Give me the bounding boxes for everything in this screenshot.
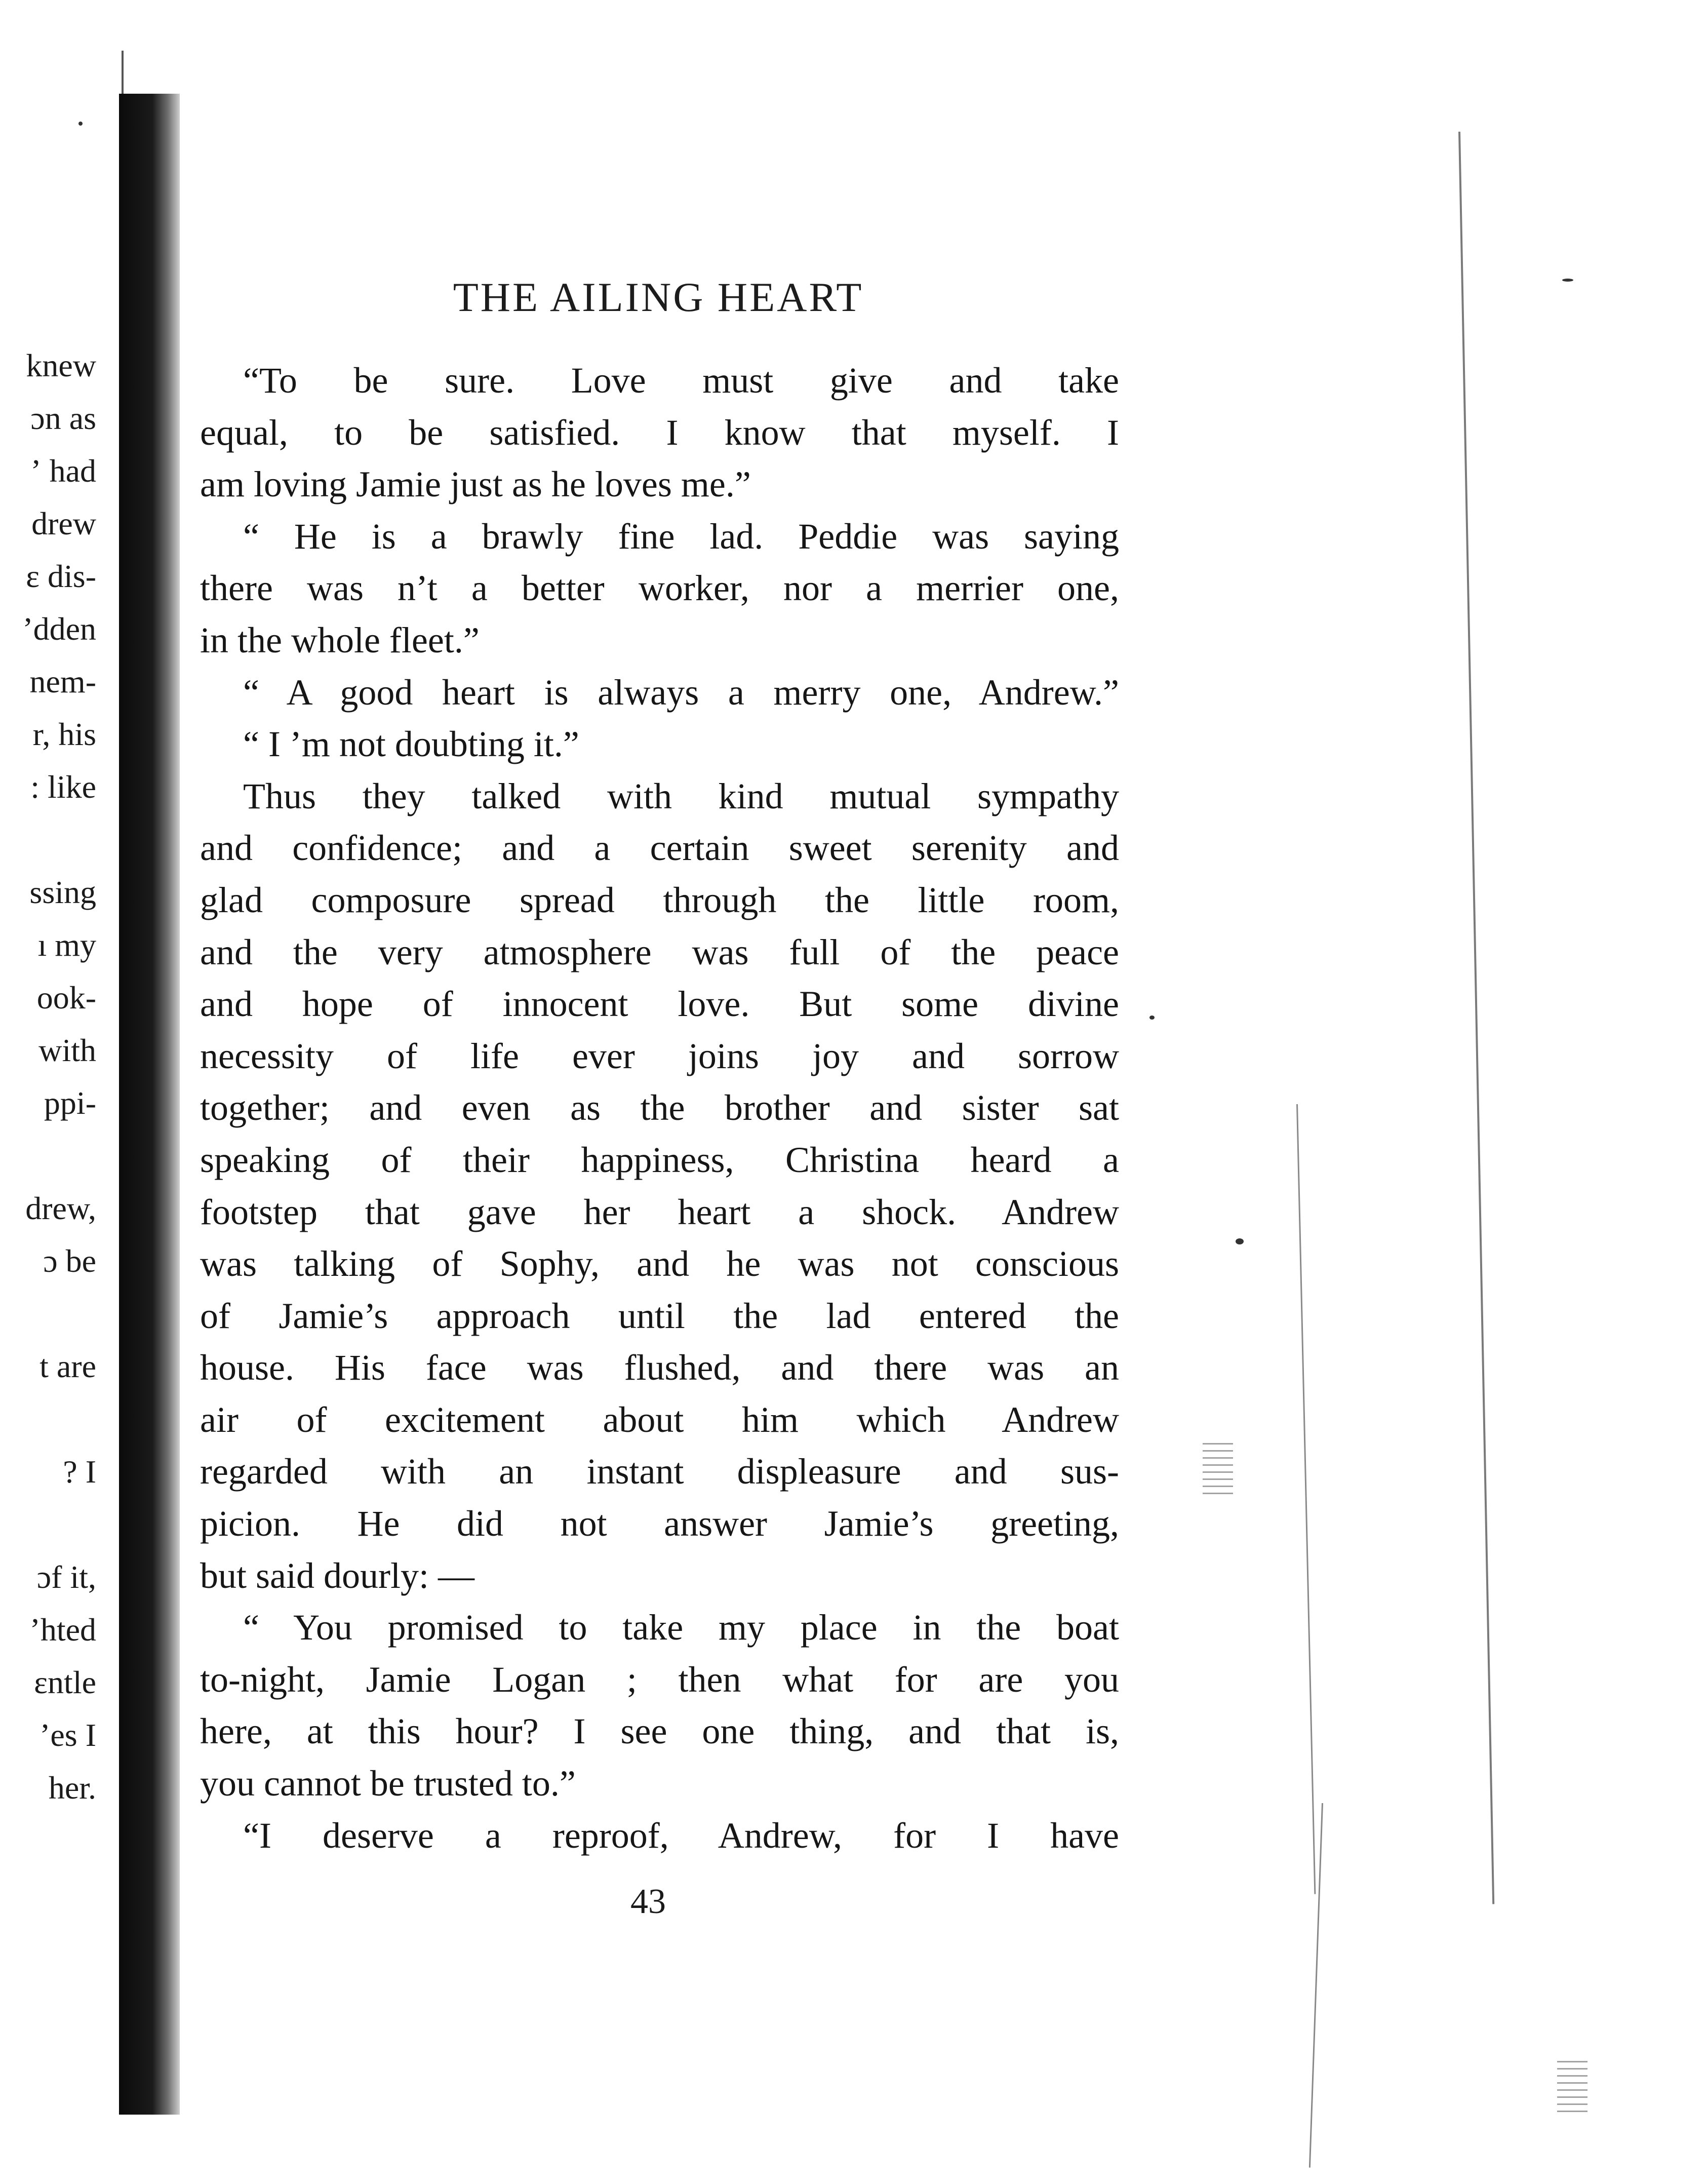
text-line: but said dourly: —	[200, 1555, 474, 1596]
book-spine-shadow	[119, 94, 180, 2115]
facing-page-fragment: ɛ dis-	[26, 558, 96, 594]
facing-page-fragment	[0, 1498, 96, 1551]
facing-page-fragment: ʼes I	[39, 1717, 96, 1753]
text-line: glad composure spread through the little room,	[200, 879, 1119, 920]
page-body-text	[200, 355, 1119, 1861]
text-line: and confidence; and a certain sweet serenity and	[200, 828, 1119, 869]
text-line: “To be sure. Love must give and take	[243, 360, 1119, 401]
scan-smudge	[1203, 1438, 1233, 1494]
text-line: equal, to be satisfied. I know that myself. I	[200, 412, 1119, 453]
gutter-edge-mark	[122, 51, 124, 96]
facing-page-fragment: with	[38, 1032, 96, 1068]
text-line: regarded with an instant displeasure and sus-	[200, 1451, 1119, 1492]
text-line: Thus they talked with kind mutual sympathy	[243, 775, 1119, 816]
scan-edge-line	[1458, 132, 1494, 1904]
facing-page-fragment: her.	[48, 1770, 96, 1806]
scan-edge-line	[1309, 1803, 1323, 2168]
facing-page-fragment: drew	[31, 505, 96, 541]
facing-page-fragment: drew,	[25, 1190, 96, 1226]
text-line: and the very atmosphere was full of the peace	[200, 931, 1119, 972]
scan-edge-line	[1296, 1104, 1316, 1894]
facing-page-fragment: : like	[30, 769, 96, 805]
text-line: speaking of their happiness, Christina heard a	[200, 1139, 1119, 1180]
scan-smudge	[1557, 2056, 1587, 2112]
text-line: here, at this hour? I see one thing, and that is,	[200, 1711, 1119, 1752]
text-line: necessity of life ever joins joy and sorrow	[200, 1035, 1119, 1076]
facing-page-fragment	[0, 1393, 96, 1446]
text-line: house. His face was flushed, and there was an	[200, 1347, 1119, 1388]
text-line: am loving Jamie just as he loves me.”	[200, 464, 751, 505]
facing-page-fragment: ɔn as	[30, 400, 96, 436]
running-head: THE AILING HEART	[453, 274, 864, 320]
text-line: and hope of innocent love. But some divine	[200, 984, 1119, 1025]
facing-page-fragment: r, his	[32, 716, 96, 752]
facing-page-fragment: ɔ be	[43, 1243, 96, 1279]
facing-page-fragment	[0, 813, 96, 866]
facing-page-fragment: nem-	[29, 664, 96, 699]
text-line: of Jamie’s approach until the lad entered the	[200, 1295, 1119, 1336]
facing-page-fragment: ook-	[36, 980, 96, 1016]
facing-page-fragment: ʼ had	[30, 453, 96, 489]
text-line: together; and even as the brother and sister sat	[200, 1087, 1119, 1128]
facing-page-fragment: knew	[26, 347, 96, 383]
text-line: picion. He did not answer Jamie’s greeting,	[200, 1503, 1119, 1544]
text-line: “I deserve a reproof, Andrew, for I have	[243, 1815, 1119, 1856]
facing-page-fragment: ı my	[37, 927, 96, 963]
facing-page-fragment: ɔf it,	[36, 1559, 96, 1595]
facing-page-fragment: ppi-	[44, 1085, 96, 1121]
scan-speck	[1149, 1016, 1155, 1020]
text-line: in the whole fleet.”	[200, 619, 480, 660]
facing-page-fragment: ɛntle	[34, 1664, 96, 1700]
page-number: 43	[630, 1882, 666, 1921]
facing-page-fragment: t are	[39, 1348, 96, 1384]
facing-page-fragment	[0, 1129, 96, 1182]
text-line: to-night, Jamie Logan ; then what for are you	[200, 1659, 1119, 1700]
text-line: “ You promised to take my place in the boat	[243, 1607, 1119, 1648]
text-line: “ He is a brawly fine lad. Peddie was saying	[243, 516, 1119, 557]
facing-page-fragment: ? I	[63, 1454, 96, 1490]
text-line: “ A good heart is always a merry one, Andrew.”	[243, 672, 1119, 713]
facing-page-fragment: ʼdden	[22, 611, 96, 647]
facing-page-fragment: ʼhted	[29, 1612, 96, 1648]
facing-page-fragment	[0, 1288, 96, 1340]
scan-speck	[1562, 279, 1573, 282]
text-line: “ I ’m not doubting it.”	[243, 724, 579, 765]
facing-page-fragments	[0, 339, 96, 1814]
text-line: you cannot be trusted to.”	[200, 1763, 576, 1804]
text-line: air of excitement about him which Andrew	[200, 1399, 1119, 1440]
scan-speck	[78, 122, 83, 126]
scan-speck	[1236, 1238, 1244, 1244]
facing-page-fragment: ssing	[29, 874, 96, 910]
text-line: was talking of Sophy, and he was not conscious	[200, 1243, 1119, 1284]
text-line: there was n’t a better worker, nor a merrier one,	[200, 568, 1119, 609]
text-line: footstep that gave her heart a shock. Andrew	[200, 1191, 1119, 1232]
